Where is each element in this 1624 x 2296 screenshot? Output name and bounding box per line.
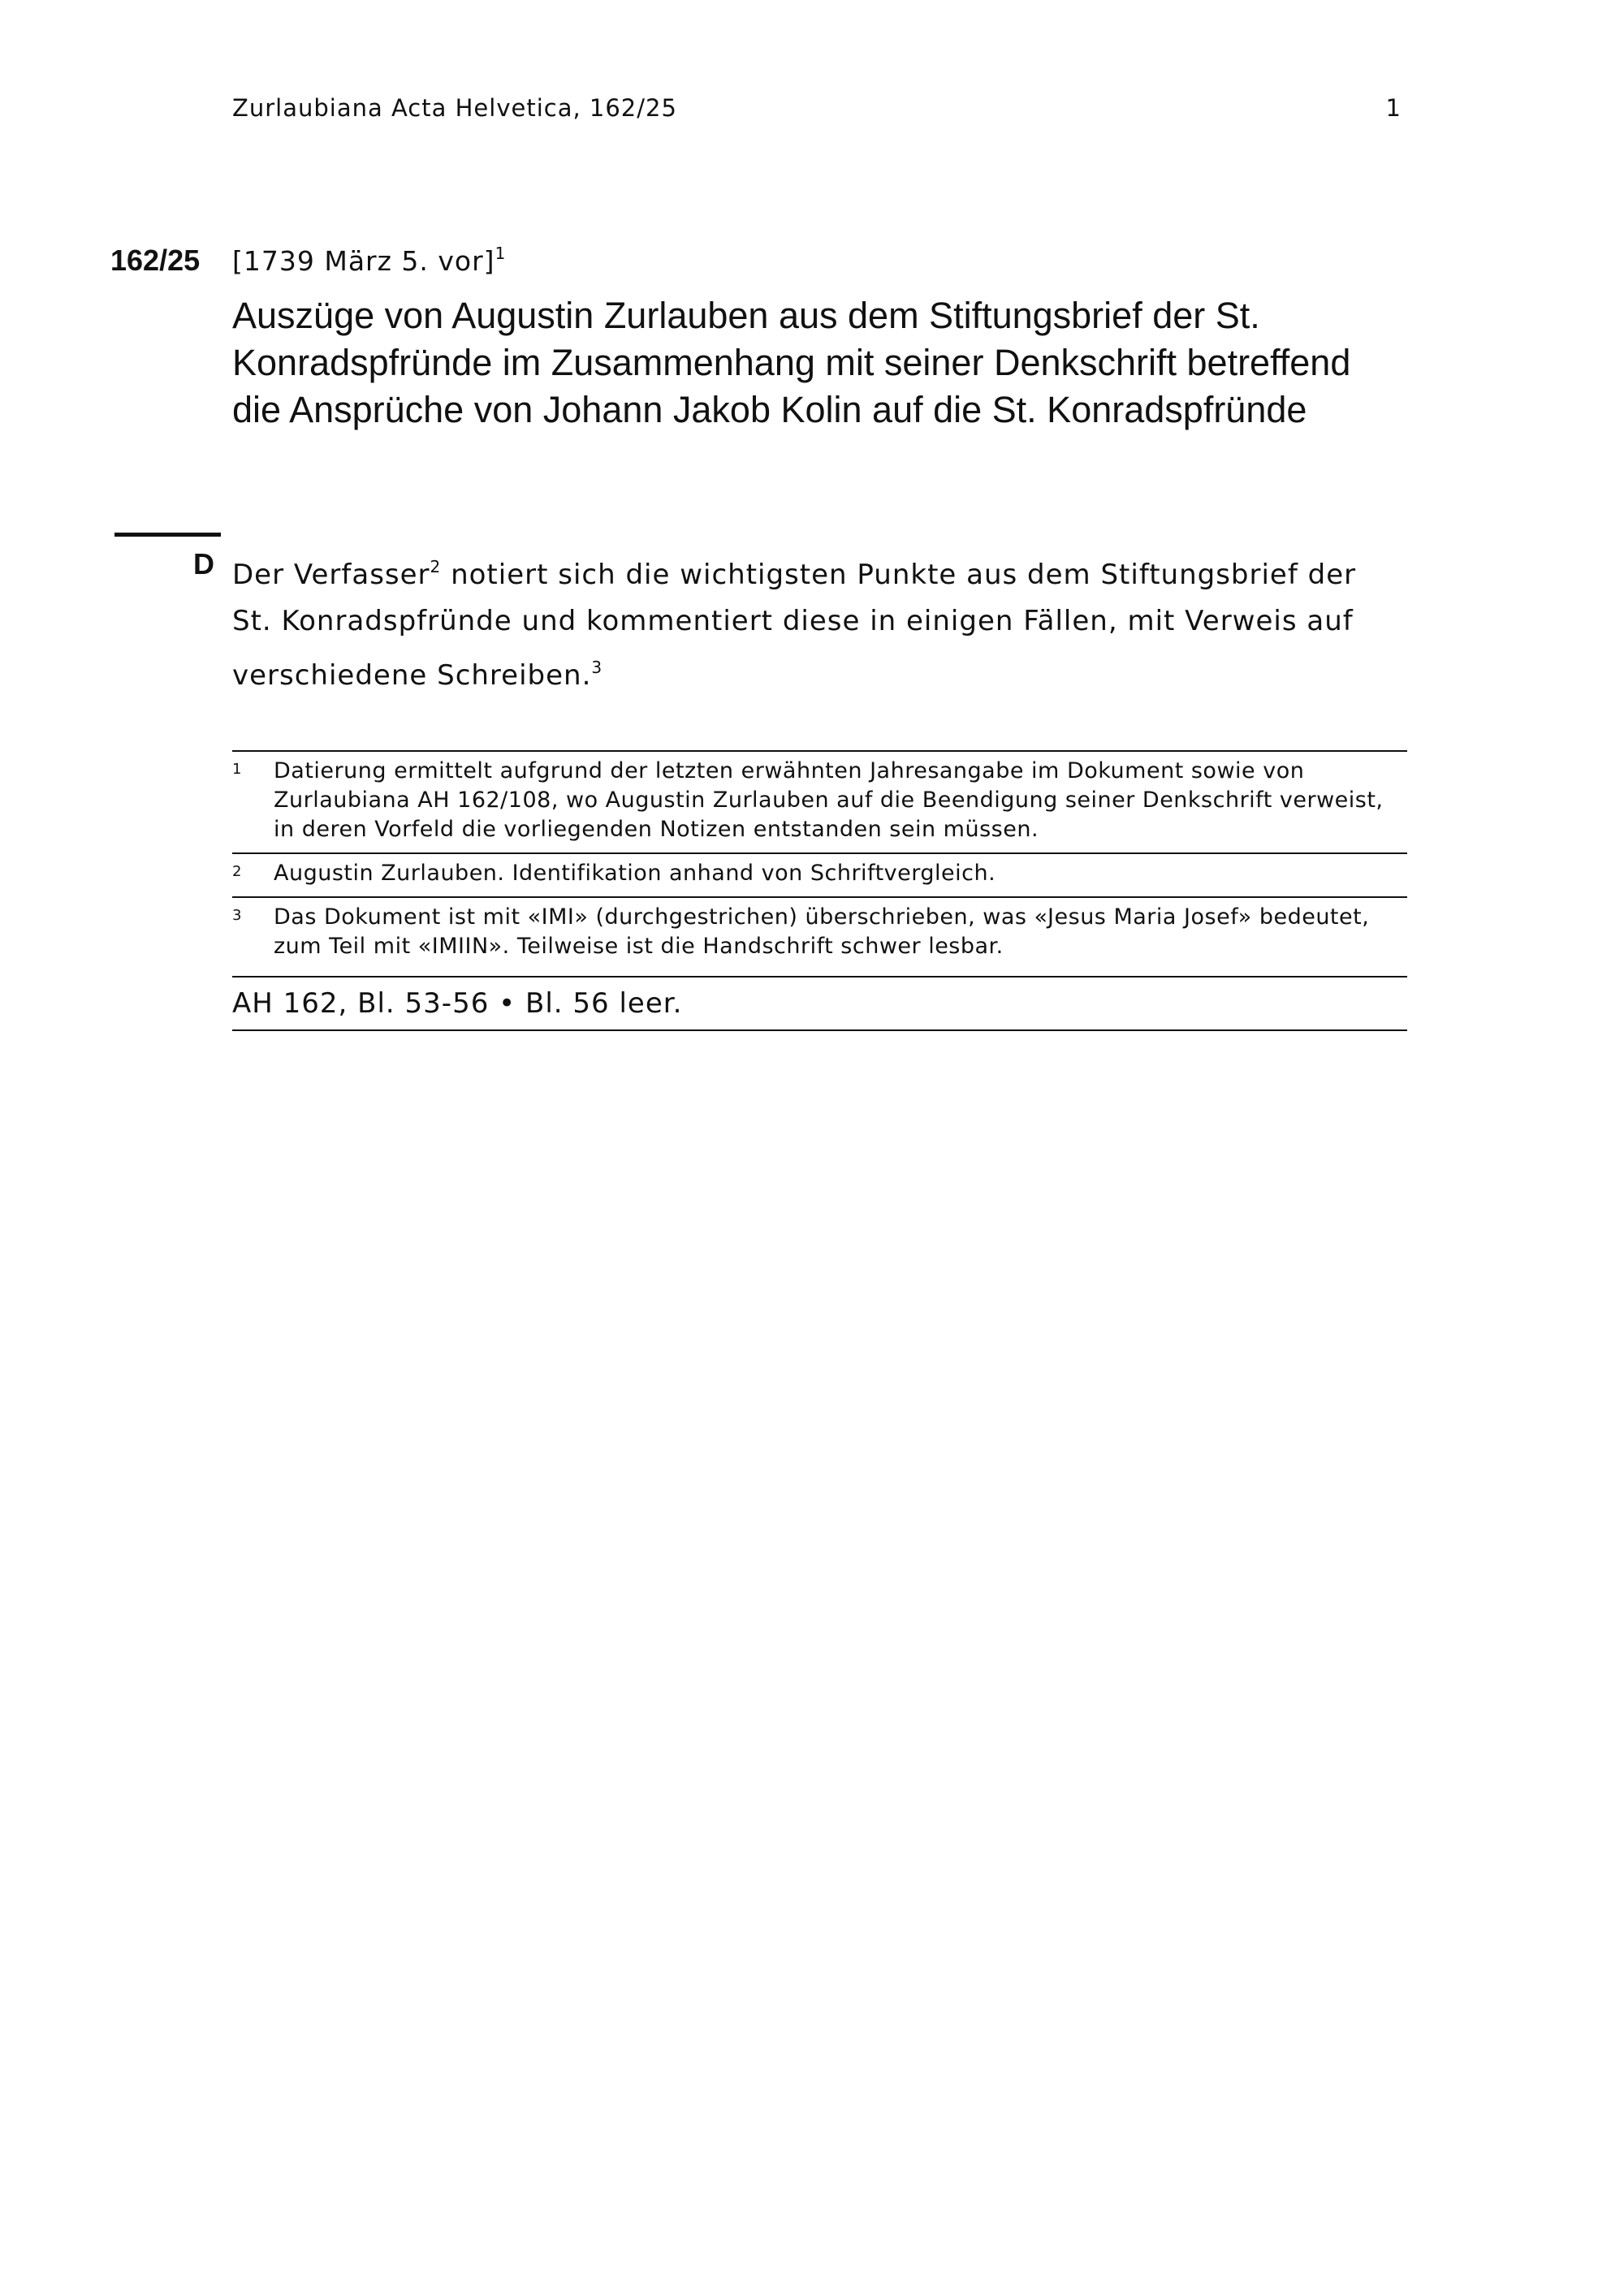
running-head-title: Zurlaubiana Acta Helvetica, 162/25: [232, 94, 677, 122]
summary-text-1: Der Verfasser: [232, 559, 430, 591]
footnotes: [232, 750, 1407, 1031]
summary-paragraph: [232, 544, 1402, 699]
footnote-number: 1: [232, 761, 242, 778]
footnote-ref-3[interactable]: 3: [591, 658, 603, 677]
document-date: [1739 März 5. vor]: [232, 245, 495, 277]
section-letter: D: [193, 547, 214, 580]
document-title: Auszüge von Augustin Zurlauben aus dem Stiftungsbrief der St. Konradspfründe im Zusammenhang mit seiner Denkschrift betreffend die Ansprüche von Johann Jakob Kolin auf die St. Konradspfründe: [232, 295, 1351, 430]
date-line: [232, 244, 506, 277]
page-number: 1: [1385, 94, 1402, 122]
footnote-ref-1[interactable]: 1: [495, 244, 507, 263]
footnote: [232, 896, 1407, 969]
footnote-number: 2: [232, 863, 242, 880]
source-reference: AH 162, Bl. 53-56 • Bl. 56 leer.: [232, 976, 1407, 1031]
footnote-text: Datierung ermittelt aufgrund der letzten erwähnten Jahresangabe im Dokument sowie von Zurlaubiana AH 162/108, wo Augustin Zurlauben auf die Beendigung seiner Denkschrift verweist, in deren Vorfeld die vorliegenden Notizen entstanden sein müssen.: [274, 758, 1384, 842]
footnote-text: Augustin Zurlauben. Identifikation anhand von Schriftvergleich.: [274, 861, 996, 886]
footnote: [232, 750, 1407, 852]
footnote-ref-2[interactable]: 2: [430, 557, 442, 576]
summary-text-2: notiert sich die wichtigsten Punkte aus dem Stiftungsbrief der St. Konradspfründe und kommentiert diese in einigen Fällen, mit Verweis auf verschiedene Schreiben.: [232, 559, 1357, 692]
footnote: [232, 852, 1407, 896]
footnote-number: 3: [232, 907, 242, 924]
footnote-text: Das Dokument ist mit «IMI» (durchgestrichen) überschrieben, was «Jesus Maria Josef» bedeutet, zum Teil mit «IMIIN». Teilweise ist die Handschrift schwer lesbar.: [274, 904, 1370, 959]
document-number: 162/25: [110, 244, 201, 277]
section-rule: [114, 533, 221, 537]
